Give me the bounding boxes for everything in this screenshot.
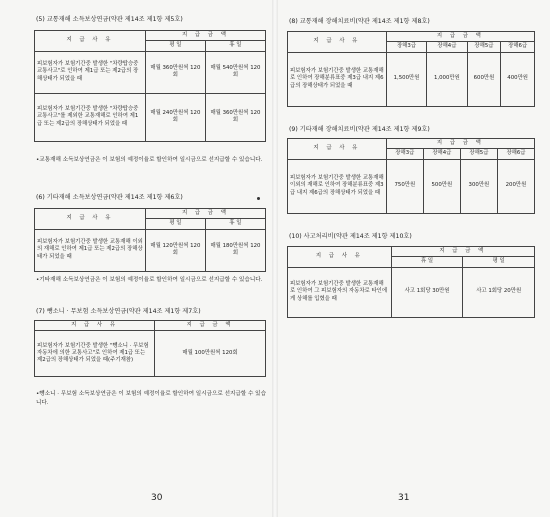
section-5-title: (5) 교통재해 소득보상연금(약관 제14조 제1항 제5호) — [36, 16, 183, 23]
grade-header: 장해5급 — [467, 42, 501, 52]
grade-header: 장해6급 — [501, 42, 535, 52]
amount-cell: 매월 540만원씩 120회 — [205, 51, 265, 93]
amount-header: 지 급 금 액 — [386, 139, 534, 149]
amount-cell: 750만원 — [386, 159, 423, 213]
page-number: 30 — [151, 493, 163, 503]
weekday-header: 평 일 — [145, 41, 205, 51]
reason-cell: 피보험자가 보험기간중 발생한 교통재해로 인하여 장해분류표중 제3급 내지 제6급의 장해상태가 되었을 때 — [288, 52, 387, 106]
reason-cell: 피보험자가 보험기간중 발생한 "차량탑승중 교통사고"를 제외한 교통재해로 인하여 제1급 또는 제2급의 장해상태가 되었을 때 — [35, 93, 146, 141]
amount-cell: 매월 240만원씩 120회 — [145, 93, 205, 141]
right-page — [275, 0, 550, 517]
reason-header: 지 급 사 유 — [288, 139, 387, 160]
amount-header: 지 급 금 액 — [145, 209, 265, 219]
grade-header: 장해3급 — [386, 42, 426, 52]
grade-header: 장해4급 — [423, 149, 460, 159]
page-number: 31 — [398, 493, 410, 503]
section-7-table — [34, 320, 266, 377]
reason-header: 지 급 사 유 — [35, 31, 146, 52]
holiday-header: 휴 일 — [205, 41, 265, 51]
amount-cell: 200만원 — [497, 159, 534, 213]
section-8-title: (8) 교통재해 장해치료비(약관 제14조 제1항 제8호) — [289, 18, 430, 25]
holiday-header: 휴 일 — [205, 219, 265, 229]
section-7-title: (7) 뺑소니 · 무보험 소득보상연금(약관 제14조 제1항 제7호) — [36, 308, 201, 315]
reason-header: 지 급 사 유 — [35, 209, 146, 230]
reason-cell: 피보험자가 보험기간중 발생한 교통재해 이외의 재해로 인하여 장해분류표중 제3급 내지 제6급의 장해상태가 되었을 때 — [288, 159, 387, 213]
weekday-header: 평 일 — [463, 257, 535, 267]
grade-header: 장해3급 — [386, 149, 423, 159]
section-7-note: •뺑소니 · 무보험 소득보상연금은 이 보험의 예정이율로 할인하여 일시금으로 선지급할 수 있습니다. — [36, 391, 266, 406]
amount-cell: 300만원 — [460, 159, 497, 213]
amount-cell: 1,500만원 — [386, 52, 426, 106]
reason-cell: 피보험자가 보험기간중 발생한 교통재해 이외의 재해로 인하여 제1급 또는 제2급의 장해상태가 되었을 때 — [35, 229, 146, 271]
reason-header: 지 급 사 유 — [288, 247, 392, 268]
bullet-mark — [257, 197, 260, 200]
section-10-title: (10) 사고처리비(약관 제14조 제1항 제10호) — [289, 233, 412, 240]
section-9-table — [287, 138, 535, 214]
reason-header: 지 급 사 유 — [35, 321, 155, 331]
reason-cell: 피보험자가 보험기간중 발생한 "뺑소니 · 무보험 자동차에 의한 교통사고"로 인하여 제1급 또는 제2급의 장해상태가 되었을 때(주기재참) — [35, 331, 155, 377]
holiday-header: 휴 일 — [391, 257, 463, 267]
amount-cell: 600만원 — [467, 52, 501, 106]
section-9-title: (9) 기타재해 장해치료비(약관 제14조 제1항 제9호) — [289, 126, 430, 133]
amount-cell: 사고 1회당 20만원 — [463, 267, 535, 317]
section-8-table — [287, 31, 535, 107]
amount-header: 지 급 금 액 — [145, 31, 265, 41]
section-6-title: (6) 기타재해 소득보상연금(약관 제14조 제1항 제6호) — [36, 194, 183, 201]
amount-cell: 매월 100만원씩 120회 — [155, 331, 266, 377]
section-6-note: •기타재해 소득보상연금은 이 보험의 예정이율로 할인하여 일시금으로 선지급할 수 있습니다. — [36, 277, 263, 283]
amount-header: 지 급 금 액 — [391, 247, 534, 257]
reason-cell: 피보험자가 보험기간중 발생한 교통재해로 인하여 그 피보험자의 자동차로 타인에게 상해를 입혔을 때 — [288, 267, 392, 317]
amount-cell: 400만원 — [501, 52, 535, 106]
amount-cell: 매월 360만원씩 120회 — [145, 51, 205, 93]
amount-cell: 매월 120만원씩 120회 — [145, 229, 205, 271]
amount-cell: 1,000만원 — [427, 52, 467, 106]
grade-header: 장해5급 — [460, 149, 497, 159]
amount-cell: 500만원 — [423, 159, 460, 213]
section-5-note: •교통재해 소득보상연금은 이 보험의 예정이율로 할인하여 일시금으로 선지급할 수 있습니다. — [36, 157, 263, 163]
reason-header: 지 급 사 유 — [288, 32, 387, 53]
reason-cell: 피보험자가 보험기간중 발생한 "차량탑승중 교통사고"로 인하여 제1급 또는 제2급의 장해상태가 되었을 때 — [35, 51, 146, 93]
amount-cell: 사고 1회당 30만원 — [391, 267, 463, 317]
section-5-table — [34, 30, 266, 142]
amount-cell: 매월 180만원씩 120회 — [205, 229, 265, 271]
amount-header: 지 급 금 액 — [155, 321, 266, 331]
amount-header: 지 급 금 액 — [386, 32, 534, 42]
grade-header: 장해6급 — [497, 149, 534, 159]
grade-header: 장해4급 — [427, 42, 467, 52]
section-6-table — [34, 208, 266, 272]
weekday-header: 평 일 — [145, 219, 205, 229]
amount-cell: 매월 360만원씩 120회 — [205, 93, 265, 141]
section-10-table — [287, 246, 535, 318]
